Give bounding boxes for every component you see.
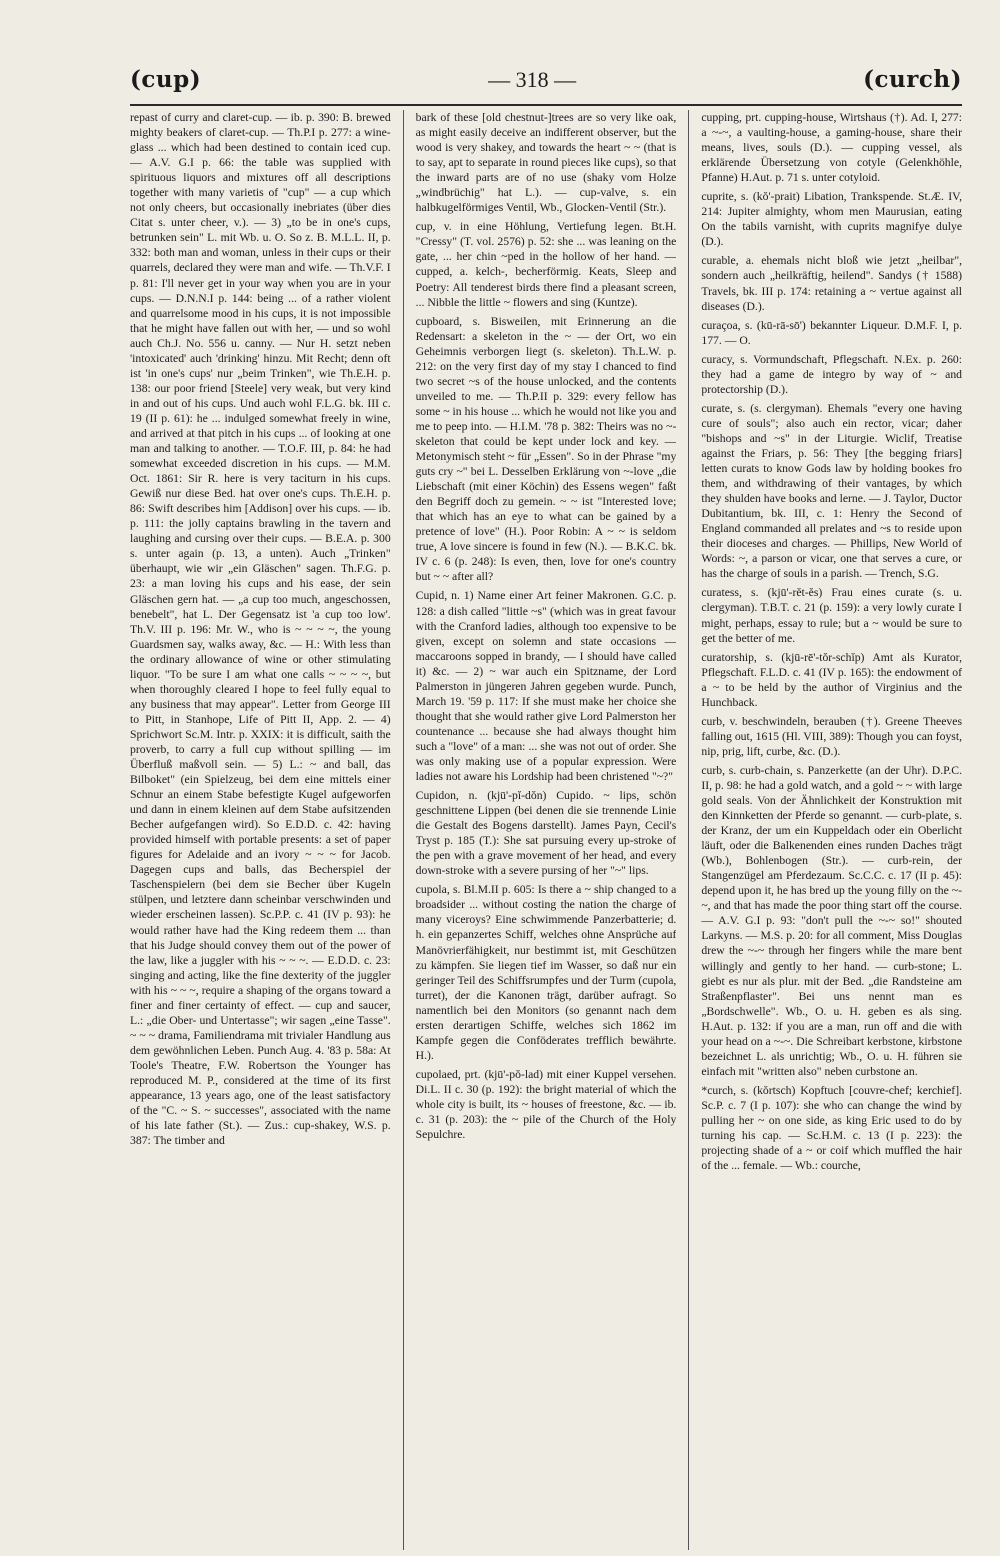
entry-paragraph: cup, v. in eine Höhlung, Vertiefung legen. Bt.H. "Cressy" (T. vol. 2576) p. 52: she ... was leaning on the gate, ... her chin ~ped in the hollow of her hand. — cupped, a. kelch-, becherförmig. Keats, Sleep and Poetry: All tenderest birds there find a pleasant screen, ... Nibble the little ~ flowers and sing (Kuntze).	[415, 220, 677, 309]
entry-paragraph: *curch, s. (kŏrtsch) Kopftuch [couvre-chef; kerchief]. Sc.P. c. 7 (I p. 107): she who can change the wind by pulling her ~ on one side, as king Eric used to do by turning his cap. — Sc.H.M. c. 13 (I p. 223): the projecting shade of a ~ or coif which muffled the hair of the ... female. — Wb.: courche,	[701, 1083, 963, 1173]
column-divider	[688, 110, 689, 1550]
header-rule	[130, 104, 962, 108]
entry-paragraph: curatess, s. (kjū'-rĕt-ĕs) Frau eines curate (s. u. clergyman). T.B.T. c. 21 (p. 159): a very lowly curate I might, perhaps, essay to rule; but a ~ would be sure to get the better of me.	[701, 586, 963, 645]
header-right-keyword: (curch)	[863, 66, 962, 93]
entry-paragraph: cupboard, s. Bisweilen, mit Erinnerung an die Redensart: a skeleton in the ~ — der Ort, wo ein Geheimnis verborgen liegt (s. skeleton). Th.L.W. p. 212: on the very first day of my stay I chanced to find two secret ~s of the house unlocked, and the contents unveiled to me. — Th.P.II p. 329: every fellow has some ~ in his house ... which he would not like you and me to peep into. — H.I.M. '78 p. 382: Theirs was no ~-skeleton that could be kept under lock and key. — Metonymisch steht ~ für „Essen". So in der Phrase "my guts cry ~" bei L. Desselben Erklärung von ~-love „die Liebschaft (mit einer Köchin) des Essens wegen" faßt den Begriff doch zu gemein. ~ ~ ist "Interested love; that which has an eye to what can be gained by a pretence of love" (H.). Poor Robin: A ~ ~ is seldom true, A love sincere is found in few (N.). — B.K.C. bk. IV c. 6 (p. 248): Is even, then, love for one's country but ~ ~ after all?	[415, 314, 677, 584]
column-right	[701, 110, 962, 1550]
entry-paragraph: Cupidon, n. (kjū'-pĭ-dŏn) Cupido. ~ lips, schön geschnittene Lippen (bei denen die sie trennende Linie die Gestalt des Bogens darstellt). James Payn, Cecil's Tryst p. 185 (T.): She sat pursuing every up-stroke of the pen with a grave movement of her head, and every down-stroke with a severe pursing of her "~" lips.	[415, 789, 677, 878]
entry-paragraph: curate, s. (s. clergyman). Ehemals "every one having cure of souls"; also auch ein rector, vicar; daher "bishops and ~s" in der Liturgie. Wiclif, Treatise against the Friars, p. 56: They [the begging friars] letten curats to know Gods law by holding bookes fro them, and withdrawing of their vantages, by which they shulden have books and lerne. — J. Taylor, Ductor Dubitantium, bk. III, c. 1: Henry the Second of England commanded all prelates and ~s to reside upon their dioceses and charges. — Phillips, New World of Words: ~, a parson or vicar, one that serves a cure, or has the charge of souls in a parish. — Trench, S.G.	[701, 401, 963, 581]
entry-paragraph: curb, s. curb-chain, s. Panzerkette (an der Uhr). D.P.C. II, p. 98: he had a gold watch, and a gold ~ ~ with large gold seals. Von der Ähnlichkeit der Konstruktion mit den Kinnketten der Pferde so genannt. — curb-plate, s. der Kranz, der um ein Kuppeldach oder ein Oberlicht läuft, oder die Balkenenden eines runden Daches trägt (Wb.), Bohlenbogen (Str.). — curb-rein, der Stangenzügel am Pferdezaum. Sc.C.C. c. 17 (II p. 45): depend upon it, he has bred up the young filly on the ~-~, and that has made the poor thing start off the course. — A.V. G.I p. 93: "don't pull the ~-~ so!" shouted Larkyns. — M.S. p. 20: for all comment, Miss Douglas drew the ~-~ through her fingers while the mare bent willingly and gently to her hand. — curb-stone; L. giebt es nur als plur. mit der Bed. „die Randsteine am Straßenpflaster". Bei uns nennt man es „Bordschwelle". Wb., O. u. H. geben es als sing. H.Aut. p. 132: if you are a man, run off and die with your head on a ~-~. Die Schreibart kerbstone, kirbstone bezeichnet L. als unrichtig; Wb., O. u. H. führen sie einfach mit "written also" neben curbstone an.	[701, 763, 963, 1078]
entry-paragraph: cupolaed, prt. (kjū'-pŏ-lad) mit einer Kuppel versehen. Di.L. II c. 30 (p. 192): the bright material of which the whole city is built, its ~ houses of freestone, &c. — ib. c. 31 (p. 203): the ~ pile of the Church of the Holy Sepulchre.	[415, 1067, 677, 1142]
entry-paragraph: Cupid, n. 1) Name einer Art feiner Makronen. G.C. p. 128: a dish called "little ~s" (which was in great favour with the Cranford ladies, although too expensive to be given, except on solemn and state occasions — maccaroons sopped in brandy, — I should have called it) &c. — 2) ~ war auch ein Spitzname, der Lord Palmerston in jüngeren Jahren gegeben wurde. Punch, March 19. '59 p. 117: If she must make her choice she thought that she would rather give Lord Palmerston her countenance ... because she had always thought him such a "love" of a man: ... she was not out of order. She was only making use of a popular expression. Were ladies not aware his Lordship had been christened "~?"	[415, 589, 677, 784]
entry-paragraph: curable, a. ehemals nicht bloß wie jetzt „heilbar", sondern auch „heilkräftig, heilend". Sandys († 1588) Travels, bk. III p. 174: retaining a ~ vertue against all diseases (D.).	[701, 254, 963, 313]
page-number: — 318 —	[488, 67, 577, 92]
entry-paragraph: curatorship, s. (kjū-rē'-tŏr-schĭp) Amt als Kurator, Pflegschaft. F.L.D. c. 41 (IV p. 165): the endowment of a ~ to be held by the author of Virginius and the Hunchback.	[701, 650, 963, 709]
text-columns	[130, 110, 962, 1550]
entry-paragraph: bark of these [old chestnut-]trees are so very like oak, as might easily deceive an indifferent observer, but the wood is very shakey, and towards the heart ~ ~ (that is to say, apt to separate in round pieces like cups), so that the inward parts are of no use (shaky vom Holze „windbrüchig" hat L.). — cup-valve, s. ein halbkugelförmiges Ventil, Wb., Glocken-Ventil (Str.).	[415, 111, 677, 215]
entry-paragraph: curacy, s. Vormundschaft, Pflegschaft. N.Ex. p. 260: they had a game de integro by way of ~ and protectorship (D.).	[701, 352, 963, 396]
page-header	[130, 66, 962, 106]
entry-paragraph: curaçoa, s. (kū-rā-sō') bekannter Liqueur. D.M.F. I, p. 177. — O.	[701, 318, 963, 347]
header-left-keyword: (cup)	[130, 66, 202, 93]
entry-paragraph: cuprite, s. (kŏ'-prait) Libation, Trankspende. St.Æ. IV, 214: Jupiter almighty, whom men Maurusian, eating On the tabils varnisht, with cuprits magnifye dulye (D.).	[701, 190, 963, 249]
entry-paragraph: curb, v. beschwindeln, berauben (†). Greene Theeves falling out, 1615 (Hl. VIII, 389): Though you can foyst, nip, prig, lift, curbe, &c. (D.).	[701, 714, 963, 758]
entry-paragraph: cupping, prt. cupping-house, Wirtshaus (†). Ad. I, 277: a ~-~, a vaulting-house, a gaming-house, share their means, lives, souls (D.). — cupping vessel, als erklärende Übersetzung von cotyle (Gelenkhöhle, Pfanne) H.Aut. p. 71 s. unter cotyloid.	[701, 111, 963, 185]
entry-paragraph: cupola, s. Bl.M.II p. 605: Is there a ~ ship changed to a broadsider ... without costing the nation the charge of many viceroys? Eine schwimmende Panzerbatterie; d. h. ein gepanzertes Schiff, welches ohne Ansprüche auf Manövrierfähigkeit, nur bestimmt ist, mit Geschützen zu kämpfen. Sie liegen tief im Wasser, so daß nur ein geringer Teil des Schiffsrumpfes und der Turm (cupola, turret), der die Kanonen trägt, darüber aufragt. So namentlich bei den Monitors (so genannt nach dem ersten derartigen Schiffe, welches sich 1862 im Kampfe gegen die Conföderates trefflich bewährte. H.).	[415, 883, 677, 1062]
entry-paragraph: repast of curry and claret-cup. — ib. p. 390: B. brewed mighty beakers of claret-cup. — Th.P.I p. 277: a wine-glass ... which had been destined to contain iced cup. — A.V. G.I p. 66: the table was supplied with spirituous liquors and mixtures off all descriptions together with many varietis of "cup" — a cup which not only cheers, but occasionally inebriates (über dies Citat s. unter cheer, v.). — 3) „to be in one's cups, betrunken sein" L. mit Wb. u. O. So z. B. M.L.L. II, p. 332: both man and woman, unless in their cups or their quarrels, declared they were man and wife. — Th.V.F. I p. 81: I'll never get in your way when you are in your cups. — D.N.N.I p. 144: being ... of a rather violent and quarrelsome mood in his cups, it is not impossible that he might have fallen out with her, — und so wohl auch Ch.J. No. 556 u. canny. — Nur H. setzt neben 'intoxicated' auch 'drinking' hinzu. Mit Recht; denn oft ist 'in one's cups' nur „beim Trinken", wie Th.E.H. p. 138: our poor friend [Steele] very weak, but very kind in and out of his cups. Und auch wohl F.L.G. bk. III c. 19 (II p. 61): he ... indulged somewhat freely in wine, and arrived at that pitch in his cups ... of looking at one man and talking to another. — T.O.F. III, p. 84: he had somewhat exceeded discretion in his cups. — M.M. Oct. 1861: Sir R. here is very taciturn in his cups. Gewiß nur diese Bed. hat over one's cups. Th.E.H. p. 86: Swift describes him [Addison] over his cups. — ib. p. 111: the jolly captains brawling in the tavern and laughing and cursing over their cups. — B.E.A. p. 300 s. unter again (p. 13, a unten). Auch „Trinken" überhaupt, wie wir „ein Gläschen" sagen. Th.F.G. p. 23: a man loving his cups and his ease, der sein Gläschen gern hat. — „a cup too much, angeschossen, benebelt", hat L. Der Gegensatz ist 'a cup too low'. Th.V. III p. 196: Mr. W., who is ~ ~ ~ ~, the young Guardsmen say, walks away, &c. — H.: With less than the ordinary allowance of wine or other stimulating liquor. "To be sure I am what one calls ~ ~ ~ ~, but when thoroughly cleared I hope to feel fully equal to any business that may appear". Letter from George III to Pitt, in Stanhope, Life of Pitt II, App. 2. — 4) Sprichwort Sc.M. Intr. p. XXIX: it is difficult, saith the proverb, to carry a full cup without spilling — im Überfluß maßvoll sein. — 5) L.: ~ and ball, das Bilboket" (ein Spielzeug, bei dem eine mittels einer Schnur an einem Stabe befestigte Kugel aufgeworfen und dann in einem kleinen auf dem Stabe aufsitzenden Becher aufgefangen wird). So E.D.D. c. 42: having provided himself with portable presents: a set of paper figures for Adelaide and an ivory ~ ~ ~ for Jacob. Dagegen cups and balls, das Becherspiel der Taschenspielern (bei dem sie Becher über Kugeln stülpen, und letztere dann scheinbar verschwinden und wieder erscheinen lassen). Sc.P.P. c. 41 (IV p. 93): he would rather have had the King redeem them ... than that his Judge should convey them out of the power of the law, like a juggler with his ~ ~ ~. — E.D.D. c. 23: singing and acting, like the fine dexterity of the juggler with his ~ ~ ~, require a shaping of the organs toward a finer and finer certainty of effect. — cup and saucer, L.: „die Ober- und Untertasse"; wir sagen „eine Tasse". ~ ~ ~ drama, Familiendrama mit trivialer Handlung aus dem gewöhnlichen Leben. Punch Aug. 4. '83 p. 58a: At Toole's Theatre, F.W. Robertson the Younger has reproduced M. P., considered at the time of its first appearance, 13 years ago, one of the least satisfactory of the "C. ~ S. ~ successes", associated with the name of his late father (St.). — Zus.: cup-shakey, W.S. p. 387: The timber and	[130, 111, 391, 1148]
column-middle	[416, 110, 677, 1550]
column-divider	[403, 110, 404, 1550]
column-left	[130, 110, 391, 1550]
